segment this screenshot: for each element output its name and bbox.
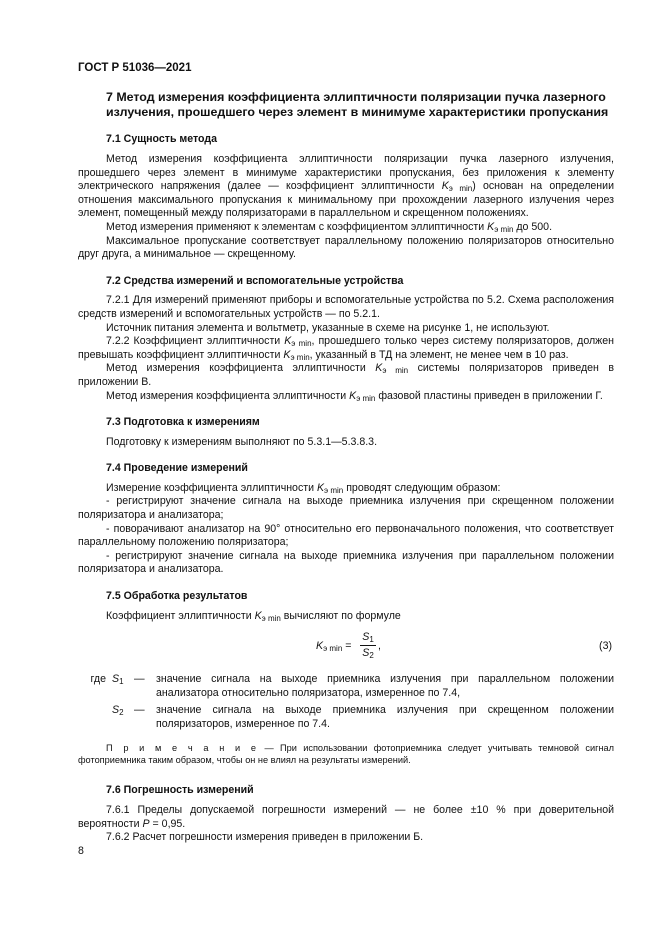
where-label: где (90, 673, 106, 686)
paragraph-7-6-2: 7.6.2 Расчет погрешности измерения приведен в приложении Б. (106, 831, 424, 844)
list-item-7-4-2: - поворачивают анализатор на 90° относительно его первоначального положения, что соответствует параллельному положению поляризатора; (78, 522, 614, 549)
section-7-title: 7 Метод измерения коэффициента эллиптичности поляризации пучка лазерного излучения, прошедшего через элемент в минимуме характеристики пропускания (106, 90, 609, 120)
paragraph-7-2-1: 7.2.1 Для измерений применяют приборы и вспомогательные устройства по 5.2. Схема расположения средств измерений и вспомогательных устройств — по 5.2.1. (78, 294, 614, 320)
note-text: — При использовании фотоприемника следует учитывать темновой сигнал фотоприемника таким образом, чтобы он не влиял на результаты измерений. (78, 742, 614, 765)
page-number: 8 (78, 845, 84, 857)
subsection-7-5-title: 7.5 Обработка результатов (106, 590, 248, 603)
formula-lhs: $K_{э min}$ = (316, 640, 352, 654)
definition-s2 (78, 704, 614, 731)
subsection-7-6-title: 7.6 Погрешность измерений (106, 784, 254, 797)
symbol-s1: $S_1$ (112, 673, 124, 687)
page-content (78, 90, 614, 845)
paragraph-7-1-2: Метод измерения применяют к элементам с коэффициентом эллиптичности $K_{э min}$ до 500. (106, 220, 553, 234)
subsection-7-2-title: 7.2 Средства измерений и вспомогательные устройства (106, 274, 404, 287)
definition-dash: — (134, 673, 145, 686)
formula-number: (3) (599, 640, 612, 653)
paragraph-7-3-1: Подготовку к измерениям выполняют по 5.3.1—5.3.8.3. (106, 435, 378, 448)
symbol-s2: $S_2$ (112, 704, 124, 718)
formula-3 (78, 629, 614, 665)
formula-fraction (360, 630, 376, 661)
formula-denominator: $S_2$ (362, 647, 374, 661)
subsection-7-3-title: 7.3 Подготовка к измерениям (106, 416, 260, 429)
paragraph-7-2-3: Метод измерения коэффициента эллиптичности $K_{э min}$ системы поляризаторов приведен в приложении В. (78, 362, 615, 388)
definition-dash: — (134, 704, 145, 717)
paragraph-7-6-1: 7.6.1 Пределы допускаемой погрешности измерений — не более ±10 % при доверительной вероятности P = 0,95. (78, 804, 614, 830)
paragraph-7-2-4: Метод измерения коэффициента эллиптичности $K_{э min}$ фазовой пластины приведен в приложении Г. (106, 389, 603, 403)
document-header: ГОСТ Р 51036—2021 (78, 62, 192, 74)
paragraph-7-5-1: Коэффициент эллиптичности $K_{э min}$ вычисляют по формуле (106, 609, 401, 623)
subsection-7-1-title: 7.1 Сущность метода (106, 133, 218, 146)
paragraph-7-1-1: Метод измерения коэффициента эллиптичности поляризации пучка лазерного излучения, прошедшего через элемент в минимуме характеристики пропускания, без приложения к элементу электрического напряжения (далее — коэффициент эллиптичности $K_{э min}$) основан на определении отношения максимального пропускания к минимальному при прохождении лазерного излучения через элемент, помещенный между поляризаторами в параллельном и скрещенном положениях. (78, 153, 614, 220)
formula-comma: , (378, 640, 381, 653)
definition-s1 (78, 673, 614, 700)
paragraph-7-2-1b: Источник питания элемента и вольтметр, указанные в схеме на рисунке 1, не используют. (106, 321, 550, 334)
paragraph-7-1-3: Максимальное пропускание соответствует параллельному положению поляризаторов относительно друг друга, а минимальное — скрещенному. (78, 234, 614, 261)
note-label: П р и м е ч а н и е (106, 742, 259, 753)
list-item-7-4-1: - регистрируют значение сигнала на выходе приемника излучения при скрещенном положении поляризатора и анализатора; (78, 495, 614, 522)
definition-s1-text: значение сигнала на выходе приемника излучения при параллельном положении анализатора относительно поляризатора, измеренное по 7.4, (156, 673, 614, 699)
paragraph-7-2-2: 7.2.2 Коэффициент эллиптичности $K_{э min}$, прошедшего только через систему поляризаторов, должен превышать коэффициент эллиптичности $K_{э min}$, указанный в ТД на элемент, не менее чем в 10 раз. (78, 335, 614, 362)
formula-numerator: $S_1$ (360, 630, 376, 646)
subsection-7-4-title: 7.4 Проведение измерений (106, 462, 248, 475)
paragraph-7-4-1: Измерение коэффициента эллиптичности $K_{э min}$ проводят следующим образом: (106, 481, 501, 495)
definition-s2-text: значение сигнала на выходе приемника излучения при скрещенном положении поляризаторов, измеренное по 7.4. (156, 704, 614, 730)
note (78, 742, 614, 767)
list-item-7-4-3: - регистрируют значение сигнала на выходе приемника излучения при параллельном положении поляризатора и анализатора. (78, 549, 614, 576)
